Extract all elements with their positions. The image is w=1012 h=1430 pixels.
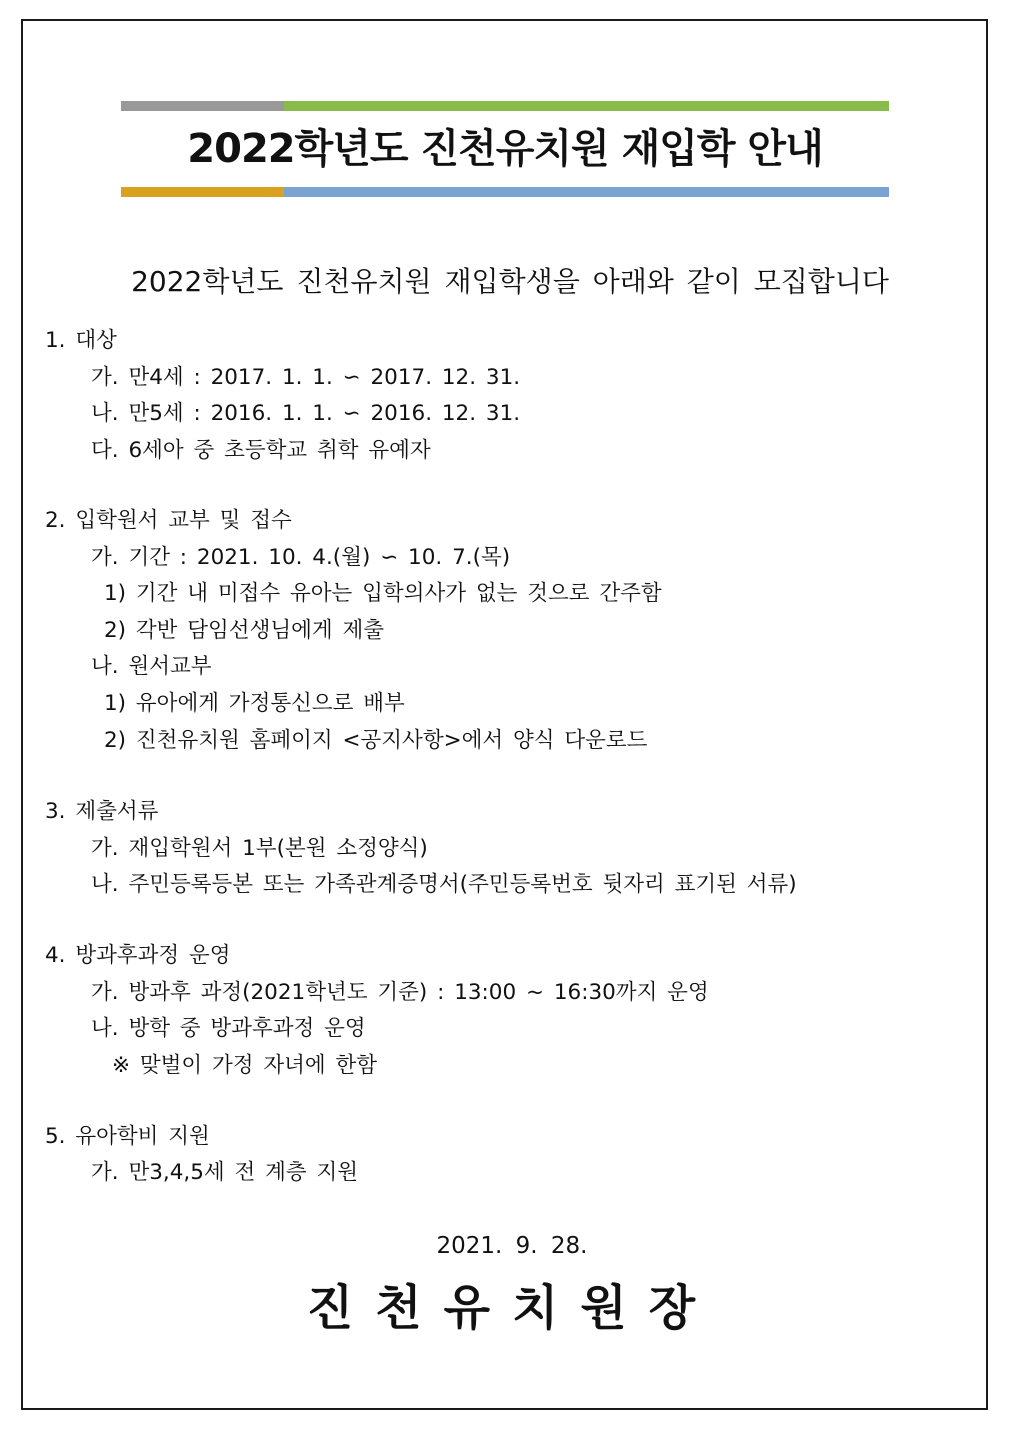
section-1-item-b: 나. 만5세 : 2016. 1. 1. ∽ 2016. 12. 31. bbox=[91, 401, 521, 426]
section-2-item-a: 가. 기간 : 2021. 10. 4.(월) ∽ 10. 7.(목) bbox=[91, 545, 511, 570]
section-3-item-a: 가. 재입학원서 1부(본원 소정양식) bbox=[91, 836, 428, 861]
section-1-heading: 1. 대상 bbox=[45, 328, 117, 353]
announcement-subtitle: 2022학년도 진천유치원 재입학생을 아래와 같이 모집합니다 bbox=[131, 265, 889, 298]
section-4-item-a: 가. 방과후 과정(2021학년도 기준) : 13:00 ~ 16:30까지 운영 bbox=[91, 980, 709, 1005]
section-2-item-b2: 2) 진천유치원 홈페이지 <공지사항>에서 양식 다운로드 bbox=[104, 728, 648, 753]
section-5-heading: 5. 유아학비 지원 bbox=[45, 1124, 210, 1149]
section-1-item-c: 다. 6세아 중 초등학교 취학 유예자 bbox=[91, 438, 431, 463]
section-2-item-a2: 2) 각반 담임선생님에게 제출 bbox=[104, 618, 385, 643]
section-5-item-a: 가. 만3,4,5세 전 계층 지원 bbox=[91, 1160, 359, 1185]
section-3-item-b: 나. 주민등록등본 또는 가족관계증명서(주민등록번호 뒷자리 표기된 서류) bbox=[91, 872, 797, 897]
title-bar-top-gray bbox=[121, 101, 284, 111]
section-2-heading: 2. 입학원서 교부 및 접수 bbox=[45, 508, 292, 533]
section-2-item-b: 나. 원서교부 bbox=[91, 654, 212, 679]
section-3-heading: 3. 제출서류 bbox=[45, 799, 159, 824]
title-bar-top-green bbox=[284, 101, 889, 111]
section-4-note: ※ 맞벌이 가정 자녀에 한함 bbox=[112, 1053, 378, 1078]
section-2-item-b1: 1) 유아에게 가정통신으로 배부 bbox=[104, 691, 405, 716]
notice-date: 2021. 9. 28. bbox=[436, 1233, 588, 1259]
title-bar-bottom-gold bbox=[121, 187, 284, 197]
section-1-item-a: 가. 만4세 : 2017. 1. 1. ∽ 2017. 12. 31. bbox=[91, 365, 521, 390]
principal-signature: 진천유치원장 bbox=[306, 1280, 718, 1336]
section-2-item-a1: 1) 기간 내 미접수 유아는 입학의사가 없는 것으로 간주함 bbox=[104, 581, 662, 606]
document-title: 2022학년도 진천유치원 재입학 안내 bbox=[187, 126, 823, 172]
section-4-item-b: 나. 방학 중 방과후과정 운영 bbox=[91, 1016, 366, 1041]
section-4-heading: 4. 방과후과정 운영 bbox=[45, 943, 231, 968]
title-bar-bottom-blue bbox=[284, 187, 889, 197]
